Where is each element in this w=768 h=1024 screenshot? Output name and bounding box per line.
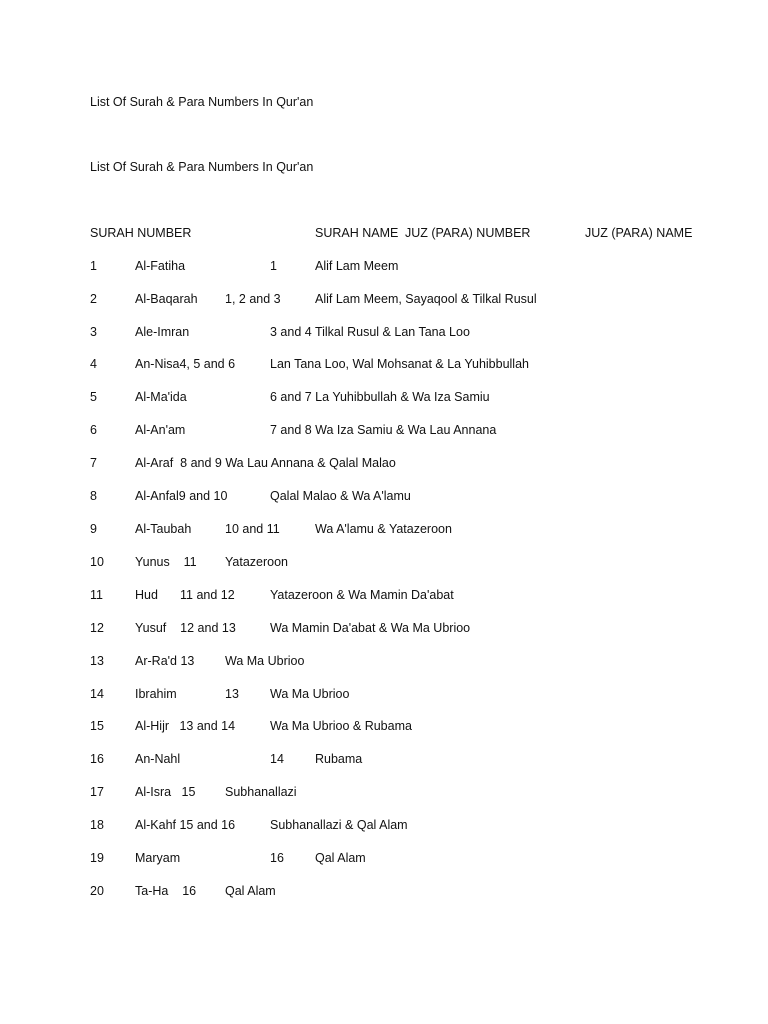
- table-row: 6 Al-An'am 7 and 8 Wa Iza Samiu & Wa Lau Annana: [90, 423, 497, 437]
- document-title: List Of Surah & Para Numbers In Qur'an: [90, 95, 314, 109]
- table-row: 20 Ta-Ha 16 Qal Alam: [90, 884, 276, 898]
- table-row: 10 Yunus 11 Yatazeroon: [90, 555, 289, 569]
- table-row: 16 An-Nahl 14 Rubama: [90, 752, 363, 766]
- table-row: 9 Al-Taubah 10 and 11 Wa A'lamu & Yatazeroon: [90, 522, 452, 536]
- table-row: 18 Al-Kahf 15 and 16 Subhanallazi & Qal Alam: [90, 818, 408, 832]
- table-row: 8 Al-Anfal9 and 10 Qalal Malao & Wa A'lamu: [90, 489, 411, 503]
- table-row: 4 An-Nisa4, 5 and 6 Lan Tana Loo, Wal Mohsanat & La Yuhibbullah: [90, 357, 529, 371]
- table-header: SURAH NUMBER SURAH NAME JUZ (PARA) NUMBER JUZ (PARA) NAME: [90, 226, 693, 240]
- table-row: 15 Al-Hijr 13 and 14 Wa Ma Ubrioo & Rubama: [90, 719, 412, 733]
- table-row: 3 Ale-Imran 3 and 4 Tilkal Rusul & Lan Tana Loo: [90, 325, 470, 339]
- table-row: 13 Ar-Ra'd 13 Wa Ma Ubrioo: [90, 654, 305, 668]
- table-row: 7 Al-Araf 8 and 9 Wa Lau Annana & Qalal Malao: [90, 456, 396, 470]
- table-row: 5 Al-Ma'ida 6 and 7 La Yuhibbullah & Wa Iza Samiu: [90, 390, 490, 404]
- table-row: 1 Al-Fatiha 1 Alif Lam Meem: [90, 259, 399, 273]
- document-subtitle: List Of Surah & Para Numbers In Qur'an: [90, 160, 314, 174]
- table-row: 12 Yusuf 12 and 13 Wa Mamin Da'abat & Wa Ma Ubrioo: [90, 621, 471, 635]
- table-row: 11 Hud 11 and 12 Yatazeroon & Wa Mamin Da'abat: [90, 588, 454, 602]
- table-row: 17 Al-Isra 15 Subhanallazi: [90, 785, 297, 799]
- table-row: 19 Maryam 16 Qal Alam: [90, 851, 366, 865]
- table-row: 14 Ibrahim 13 Wa Ma Ubrioo: [90, 687, 350, 701]
- table-row: 2 Al-Baqarah 1, 2 and 3 Alif Lam Meem, Sayaqool & Tilkal Rusul: [90, 292, 537, 306]
